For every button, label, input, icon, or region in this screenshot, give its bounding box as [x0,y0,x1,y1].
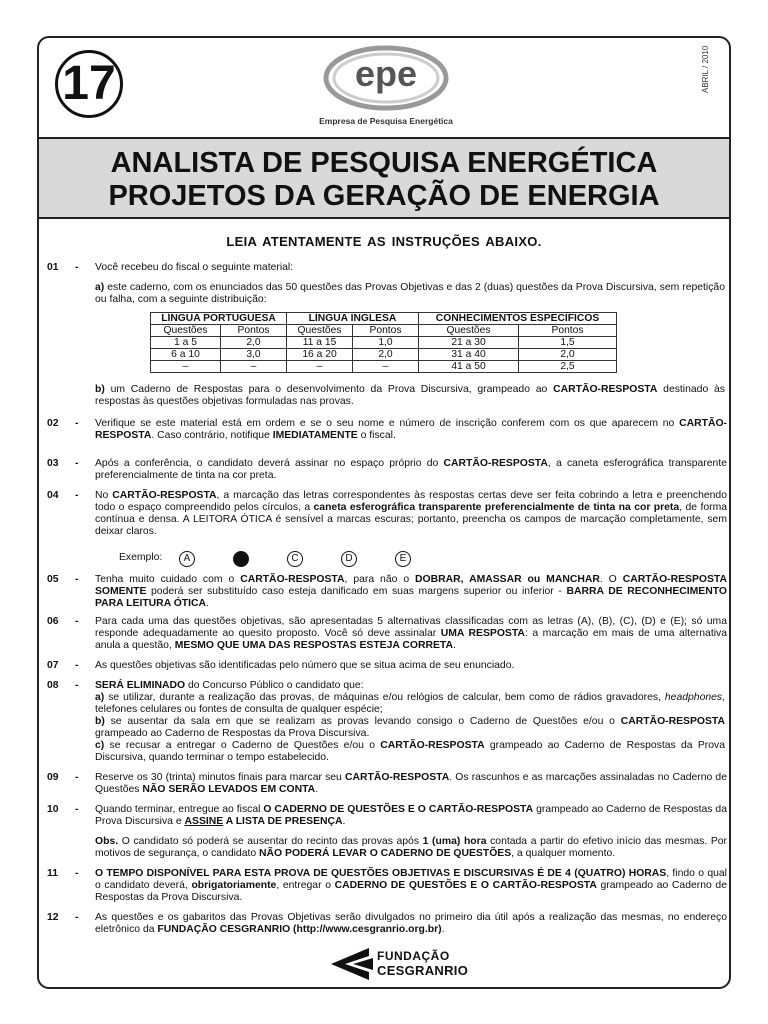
bold-underline: ASSINE [184,816,224,827]
bold: NÃO SERÃO LEVADOS EM CONTA [142,784,316,795]
item-dash: - [75,262,79,273]
bubble-e-icon: E [395,551,411,567]
bold: A LISTA DE PRESENÇA [223,816,343,827]
table-cell: 1,5 [519,337,617,349]
item-dash: - [75,680,79,691]
table-cell: 2,0 [353,349,419,361]
item-number: 02 [47,418,59,429]
item-number: 03 [47,458,59,469]
bold: CARTÃO-RESPOSTA [112,490,217,501]
item-text [95,458,727,482]
bold: FUNDAÇÃO CESGRANRIO (http://www.cesgranrio.org.br) [157,924,442,935]
item-text [95,804,727,828]
item-dash: - [75,616,79,627]
bold: UMA RESPOSTA [440,628,525,639]
bold: obrigatoriamente [191,880,277,891]
item-dash: - [75,490,79,501]
logo-subtitle: Empresa de Pesquisa Energética [319,116,453,126]
instruction-04 [47,490,727,538]
text: poderá ser substituído caso esteja danificado em suas margens superior ou inferior - [146,586,567,597]
table-cell: 2,0 [221,337,287,349]
text: . O [599,574,623,585]
text: Após a conferência, o candidato deverá assinar no espaço próprio do [95,458,444,469]
text: , de forma contínua e densa. A LEITORA ÓTICA é sensível a marcas escuras; portanto, preencha os campos de marcação completamente, sem deixar claros. [95,502,728,537]
observation [47,836,727,860]
table-row [151,361,617,373]
item-dash: - [75,418,79,429]
bold: NÃO PODERÁ LEVAR O CADERNO DE QUESTÕES [259,848,512,859]
sub-letter: c) [95,740,105,751]
text: , entregar o [276,880,335,891]
text: , a caneta esferográfica transparente preferencialmente de tinta na cor preta. [95,458,727,481]
text: grampeado ao Caderno de Respostas da Prova Discursiva e [95,804,727,827]
table-group-header: CONHECIMENTOS ESPECÍFICOS [419,313,617,325]
sub-text: um Caderno de Respostas para o desenvolvimento da Prova Discursiva, grampeado ao [110,384,554,395]
item-text [95,868,727,904]
bold: DOBRAR, AMASSAR ou MANCHAR [415,574,600,585]
table-cell: 1 a 5 [151,337,221,349]
text: grampeado ao Caderno de Respostas da Prova Discursiva. [95,880,727,903]
table-cell: – [287,361,353,373]
text: do Concurso Público o candidato que: [185,680,364,691]
table-row [151,337,617,349]
sub-text: , telefones celulares ou fontes de consulta de qualquer espécie; [95,692,726,715]
table-subheader: Questões [419,325,519,337]
table-cell: 11 a 15 [287,337,353,349]
item-text [95,680,727,692]
instructions-heading: LEIA ATENTAMENTE AS INSTRUÇÕES ABAIXO. [226,234,542,249]
bubble-a-icon: A [179,551,195,567]
item-number: 11 [47,868,58,879]
title-band [39,137,729,219]
logo-text: epe [354,53,418,94]
text: , para não o [344,574,416,585]
item-dash: - [75,804,79,815]
item-text [95,912,727,936]
instruction-05 [47,574,727,610]
exam-date: ABRIL / 2010 [701,46,710,94]
text: Quando terminar, entregue ao fiscal [95,804,264,815]
table-cell: 21 a 30 [419,337,519,349]
example-label: Exemplo: [119,552,163,563]
sub-italic: headphones [664,692,723,703]
instruction-06 [47,616,727,652]
bold: Obs. [95,836,119,847]
text: Reserve os 30 (trinta) minutos finais para marcar seu [95,772,345,783]
epe-logo [311,42,461,132]
table-cell: – [151,361,221,373]
table-group-header: LÍNGUA PORTUGUESA [151,313,287,325]
bold: caneta esferográfica transparente preferencialmente de tinta na cor preta [313,502,680,513]
bold: SERÁ ELIMINADO [95,680,186,691]
table-cell: 3,0 [221,349,287,361]
table-cell: 16 a 20 [287,349,353,361]
sub-text: grampeado ao Caderno de Respostas da Prova Discursiva, quando terminar o tempo estabelecido. [95,740,725,763]
bold: CARTÃO-RESPOSTA [95,418,727,441]
text: Verifique se este material está em ordem e se o seu nome e número de inscrição conferem com os que aparecem no [95,418,680,429]
text: . [342,816,346,827]
bold: CADERNO DE QUESTÕES E O CARTÃO-RESPOSTA [334,880,597,891]
table-cell: 1,0 [353,337,419,349]
sub-text: grampeado ao Caderno de Respostas da Prova Discursiva. [95,728,370,739]
instruction-11 [47,868,727,904]
sub-text: se recusar a entregar o Caderno de Questões e/ou o [109,740,381,751]
item-dash: - [75,772,79,783]
bubble-b-filled-icon [233,551,249,567]
instruction-08-c [95,740,725,764]
table-cell: – [221,361,287,373]
text: o fiscal. [357,430,396,441]
text: , findo o qual o candidato deverá, [95,868,727,891]
item-dash: - [75,458,79,469]
table-subheader: Pontos [353,325,419,337]
text: Para cada uma das questões objetivas, são apresentadas 5 alternativas classificadas com as letras (A), (B), (C), (D) e (E); só uma responde adequadamente ao quesito proposto. Você só deve assinalar [95,616,727,639]
text: . Caso contrário, notifique [151,430,273,441]
cesgranrio-arrow-icon [329,946,375,982]
instruction-01 [47,262,727,274]
table-cell: 31 a 40 [419,349,519,361]
table-cell: 2,5 [519,361,617,373]
table-cell: 6 a 10 [151,349,221,361]
bold: CARTÃO-RESPOSTA [240,574,345,585]
item-number: 08 [47,680,59,691]
sub-bold: CARTÃO-RESPOSTA [620,716,725,727]
item-text [95,616,727,652]
item-number: 06 [47,616,59,627]
sub-bold: CARTÃO-RESPOSTA [553,384,658,395]
item-number: 10 [47,804,59,815]
table-cell: – [353,361,419,373]
exam-cover-frame [37,36,731,989]
instruction-08 [47,680,727,692]
text: O candidato só poderá se ausentar do recinto das provas após [118,836,423,847]
bold: MESMO QUE UMA DAS RESPOSTAS ESTEJA CORRETA [174,640,453,651]
text: As questões e os gabaritos das Provas Objetivas serão divulgados no primeiro dia útil após a realização das mesmas, no endereço eletrônico da [95,912,727,935]
header [39,38,729,138]
text: . Os rascunhos e as marcações assinaladas no Caderno de Questões [95,772,727,795]
item-text [95,418,727,442]
text: , a qualquer momento. [511,848,616,859]
distribution-table [150,312,617,373]
item-text: Você recebeu do fiscal o seguinte material: [95,262,294,273]
title-line-2: PROJETOS DA GERAÇÃO DE ENERGIA [108,180,660,212]
table-row [151,349,617,361]
instruction-01-b [95,384,725,408]
text: . [441,924,445,935]
cesgranrio-logo [329,946,469,986]
sub-letter: a) [95,692,105,703]
bold: O TEMPO DISPONÍVEL PARA ESTA PROVA DE QUESTÕES OBJETIVAS E DISCURSIVAS É DE 4 (QUATRO) HORAS [95,868,667,879]
item-text [95,574,727,610]
item-dash: - [75,912,79,923]
bold: 1 (uma) hora [422,836,487,847]
table-subheader: Questões [151,325,221,337]
title-line-1: ANALISTA DE PESQUISA ENERGÉTICA [110,147,658,179]
text: Tenha muito cuidado com o [95,574,241,585]
sub-letter: b) [95,716,105,727]
table-cell: 41 a 50 [419,361,519,373]
text: No [95,490,113,501]
bold: O CADERNO DE QUESTÕES E O CARTÃO-RESPOSTA [263,804,534,815]
item-number: 07 [47,660,59,671]
bubble-c-icon: C [287,551,303,567]
item-dash: - [75,660,79,671]
footer-line-1: FUNDAÇÃO [377,949,450,963]
exam-number-badge: 17 [55,50,123,118]
text: , a marcação das letras correspondentes às respostas certas deve ser feita cobrindo a letra e preenchendo todo o espaço compreendido pelos círculos, a [95,490,727,513]
text: . [453,640,456,651]
table-subheader: Questões [287,325,353,337]
table-subheader: Pontos [221,325,287,337]
item-dash: - [75,868,79,879]
sub-text: se utilizar, durante a realização das provas, de máquinas e/ou relógios de calcular, bem como de rádios gravadores, [108,692,665,703]
instruction-08-a [95,692,725,716]
item-number: 09 [47,772,59,783]
sub-letter: b) [95,384,105,395]
item-text [95,490,727,538]
sub-text: destinado às respostas às questões objetivas formuladas nas provas. [95,384,725,407]
sub-text: este caderno, com os enunciados das 50 questões das Provas Objetivas e das 2 (duas) questões da Prova Discursiva, sem repetição ou falha, com a seguinte distribuição: [95,282,725,305]
table-cell: 2,0 [519,349,617,361]
instruction-08-b [95,716,725,740]
table-subheader: Pontos [519,325,617,337]
sub-bold: CARTÃO-RESPOSTA [380,740,485,751]
bold: CARTÃO-RESPOSTA [443,458,548,469]
instruction-07 [47,660,727,672]
instruction-02 [47,418,727,442]
text: : a marcação em mais de uma alternativa anula a questão, [95,628,727,651]
item-text [95,772,727,796]
item-number: 01 [47,262,59,273]
footer-line-2: CESGRANRIO [377,963,469,978]
bold: IMEDIATAMENTE [272,430,358,441]
instruction-10 [47,804,727,828]
item-number: 12 [47,912,59,923]
item-dash: - [75,574,79,585]
item-text: As questões objetivas são identificadas pelo número que se situa acima de seu enunciado. [95,660,515,671]
instruction-01-a [95,282,725,306]
item-number: 04 [47,490,59,501]
text: . [206,598,209,609]
sub-text: se ausentar da sala em que se realizam as provas levando consigo o Caderno de Questões e/ou o [110,716,621,727]
bold: CARTÃO-RESPOSTA SOMENTE [95,574,727,597]
table-group-header: LÍNGUA INGLESA [287,313,419,325]
obs-text [95,836,727,860]
bubble-d-icon: D [341,551,357,567]
sub-letter: a) [95,282,105,293]
instruction-03 [47,458,727,482]
instruction-09 [47,772,727,796]
instruction-12 [47,912,727,936]
text: . [315,784,319,795]
bold: CARTÃO-RESPOSTA [344,772,450,783]
bold: BARRA DE RECONHECIMENTO PARA LEITURA ÓTICA [95,586,727,609]
text: contada a partir do efetivo início das mesmas. Por motivos de segurança, o candidato [95,836,727,859]
item-number: 05 [47,574,59,585]
